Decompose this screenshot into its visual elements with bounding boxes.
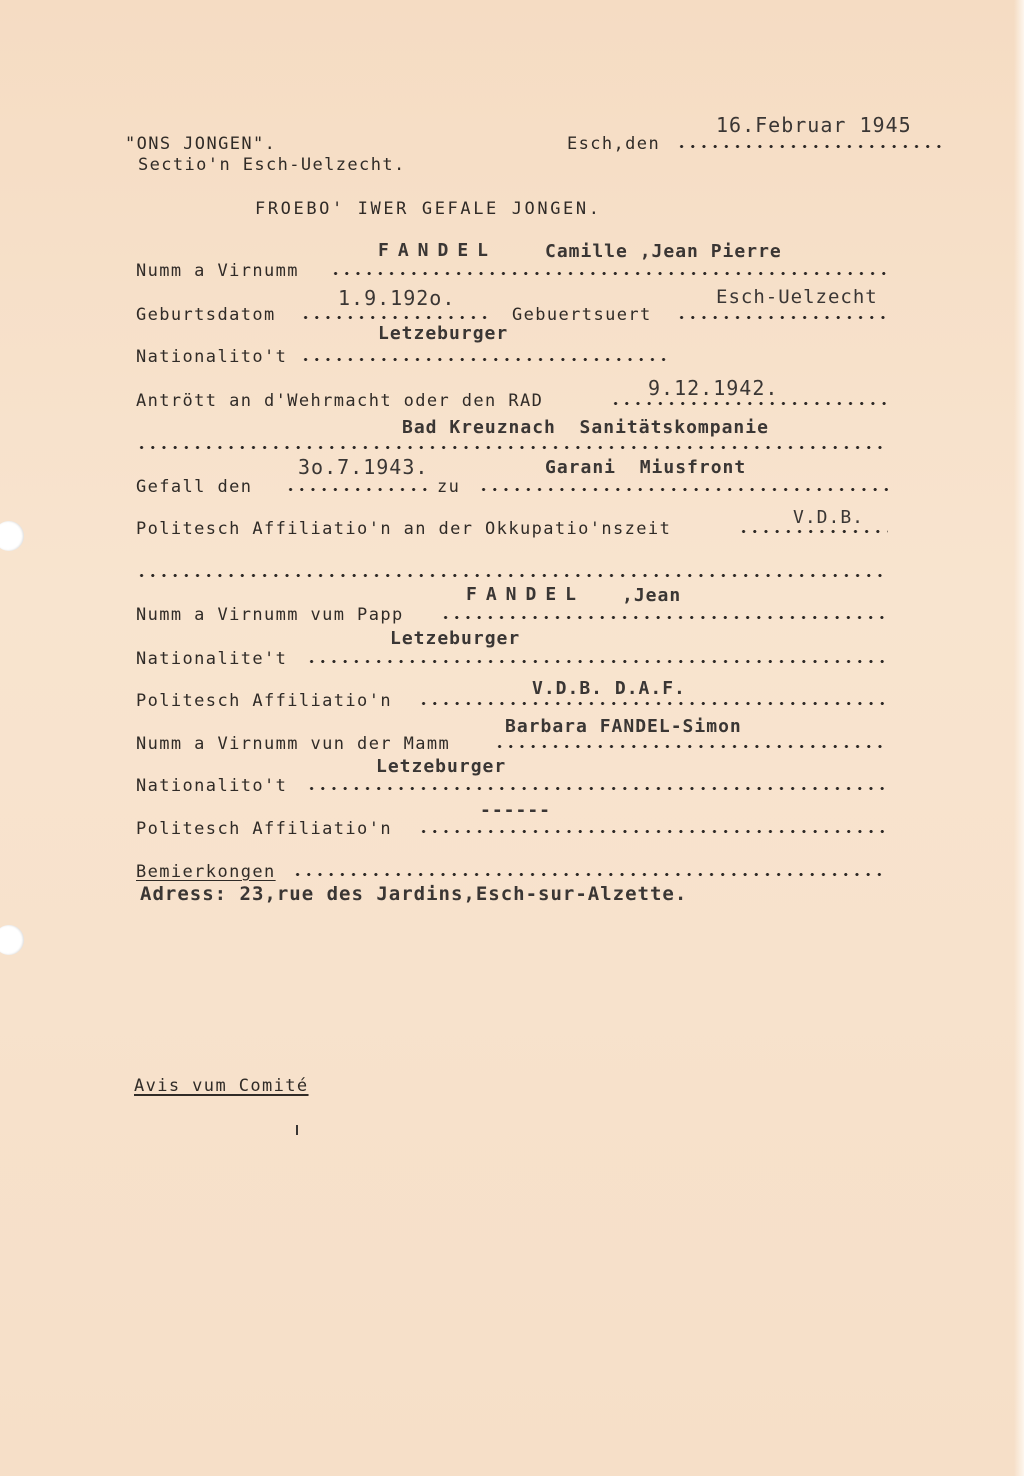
nationality-dots [300, 358, 670, 361]
father-nationality-value: Letzeburger [390, 628, 521, 649]
birthplace-value: Esch-Uelzecht [716, 286, 878, 308]
mother-nationality-value: Letzeburger [376, 756, 507, 777]
birthdate-label: Geburtsdatom [136, 305, 276, 325]
nationality-label: Nationalito't [136, 347, 288, 367]
father-surname-value: FANDEL [466, 584, 586, 605]
politics-label: Politesch Affiliatio'n an der Okkupatio'nszeit [136, 519, 672, 539]
birthdate-dots [300, 316, 490, 319]
father-nationality-dots [306, 660, 888, 663]
entry-date-value: 9.12.1942. [648, 376, 779, 400]
entry-dots [610, 402, 888, 405]
name-label: Numm a Virnumm [136, 261, 299, 281]
date-dots [676, 145, 946, 148]
father-politics-label: Politesch Affiliatio'n [136, 691, 392, 711]
birthplace-label: Gebuertsuert [512, 305, 652, 325]
remarks-label: Bemierkongen [136, 862, 276, 882]
father-politics-value: V.D.B. D.A.F. [532, 678, 686, 699]
nationality-value: Letzeburger [378, 323, 509, 344]
fallen-place-dots [478, 488, 888, 491]
committee-label: Avis vum Comité [134, 1076, 309, 1096]
fallen-label: Gefall den [136, 477, 253, 497]
birthdate-value: 1.9.192o. [338, 286, 456, 310]
remarks-dots [292, 873, 888, 876]
section-name: Sectio'n Esch-Uelzecht. [138, 155, 406, 175]
unit-value: Bad Kreuznach Sanitätskompanie [402, 417, 769, 438]
place-label: Esch,den [567, 134, 661, 154]
mother-name-label: Numm a Virnumm vun der Mamm [136, 734, 451, 754]
father-politics-dots [418, 702, 888, 705]
fallen-place-value: Garani Miusfront [545, 457, 747, 478]
form-title: FROEBO' IWER GEFALE JONGEN. [255, 199, 602, 219]
given-names-value: Camille ,Jean Pierre [545, 241, 782, 262]
mother-politics-label: Politesch Affiliatio'n [136, 819, 392, 839]
politics-dots [738, 530, 888, 533]
mother-name-value: Barbara FANDEL-Simon [505, 716, 742, 737]
mother-nationality-label: Nationalito't [136, 776, 288, 796]
fallen-date-value: 3o.7.1943. [298, 455, 429, 479]
father-given-value: ,Jean [622, 585, 682, 606]
mother-nationality-dots [306, 787, 888, 790]
fallen-at-label: zu [437, 477, 461, 497]
ink-mark [296, 1125, 298, 1135]
politics-value: V.D.B. [793, 507, 865, 528]
mother-politics-value: ------ [480, 800, 552, 821]
surname-value: FANDEL [378, 240, 498, 261]
name-dots [330, 272, 888, 275]
father-nationality-label: Nationalite't [136, 649, 288, 669]
birthplace-dots [676, 316, 888, 319]
org-name: "ONS JONGEN". [125, 134, 277, 154]
date-value: 16.Februar 1945 [716, 113, 912, 137]
fallen-date-dots [285, 488, 433, 491]
mother-politics-dots [418, 830, 888, 833]
unit-dots [136, 446, 888, 449]
page-edge [1014, 0, 1024, 1476]
address-value: Adress: 23,rue des Jardins,Esch-sur-Alzette. [140, 883, 688, 905]
entry-label: Antrött an d'Wehrmacht oder den RAD [136, 391, 544, 411]
father-name-label: Numm a Virnumm vum Papp [136, 605, 404, 625]
mother-name-dots [494, 745, 888, 748]
father-name-dots [440, 616, 888, 619]
politics-extra-dots [136, 574, 888, 577]
